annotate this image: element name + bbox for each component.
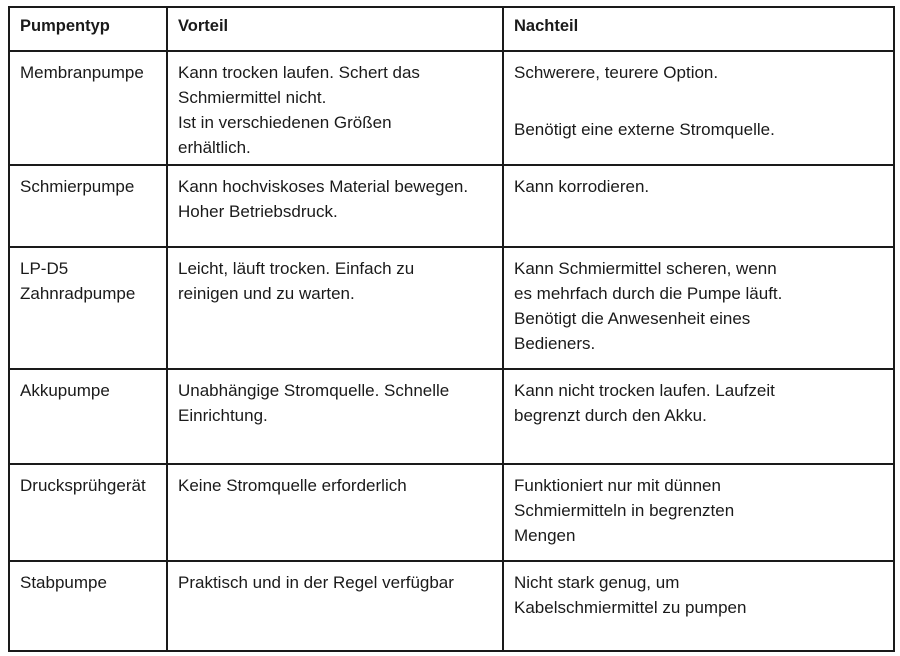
cell-line: Ist in verschiedenen Größen — [178, 113, 392, 132]
table-row — [9, 464, 894, 561]
cell-line: Kann trocken laufen. Schert das — [178, 63, 420, 82]
cell-line: Drucksprühgerät — [20, 476, 146, 495]
pump-type-cell — [9, 369, 167, 464]
cell-line: Kann nicht trocken laufen. Laufzeit — [514, 381, 775, 400]
cell-line: Zahnradpumpe — [20, 284, 136, 303]
cell-line: Kann hochviskoses Material bewegen. — [178, 177, 469, 196]
cell-line: LP-D5 — [20, 259, 69, 278]
cell-line: begrenzt durch den Akku. — [514, 406, 707, 425]
cell-line: Kann Schmiermittel scheren, wenn — [514, 259, 777, 278]
disadvantage-cell — [503, 247, 894, 369]
pump-type-cell — [9, 165, 167, 247]
cell-line: Mengen — [514, 526, 576, 545]
cell-line: Schmiermittel nicht. — [178, 88, 327, 107]
table-row — [9, 51, 894, 165]
pump-type-cell — [9, 464, 167, 561]
cell-line: Kann korrodieren. — [514, 177, 650, 196]
advantage-cell — [167, 464, 503, 561]
disadvantage-cell — [503, 464, 894, 561]
cell-line: Benötigt die Anwesenheit eines — [514, 309, 751, 328]
advantage-cell — [167, 247, 503, 369]
disadvantage-cell — [503, 561, 894, 651]
cell-line: Membranpumpe — [20, 63, 144, 82]
cell-line: Schmiermitteln in begrenzten — [514, 501, 735, 520]
table-row — [9, 561, 894, 651]
cell-line: Leicht, läuft trocken. Einfach zu — [178, 259, 415, 278]
cell-line: Schwerere, teurere Option. — [514, 63, 719, 82]
pump-comparison-table — [8, 6, 895, 652]
advantage-cell — [167, 165, 503, 247]
cell-line: Akkupumpe — [20, 381, 110, 400]
table-row — [9, 247, 894, 369]
header-pump-type: Pumpentyp — [9, 7, 167, 51]
advantage-cell — [167, 561, 503, 651]
cell-line: Bedieners. — [514, 334, 596, 353]
advantage-cell — [167, 369, 503, 464]
disadvantage-cell — [503, 369, 894, 464]
header-disadvantage: Nachteil — [503, 7, 894, 51]
pump-type-cell — [9, 247, 167, 369]
advantage-cell — [167, 51, 503, 165]
disadvantage-cell — [503, 51, 894, 165]
cell-line: reinigen und zu warten. — [178, 284, 355, 303]
pump-type-cell — [9, 561, 167, 651]
pump-type-cell — [9, 51, 167, 165]
table-row — [9, 165, 894, 247]
cell-line: Hoher Betriebsdruck. — [178, 202, 338, 221]
cell-line: Nicht stark genug, um — [514, 573, 680, 592]
cell-line: es mehrfach durch die Pumpe läuft. — [514, 284, 783, 303]
cell-line: Unabhängige Stromquelle. Schnelle — [178, 381, 450, 400]
table-row — [9, 369, 894, 464]
cell-line: erhältlich. — [178, 138, 251, 157]
cell-line: Funktioniert nur mit dünnen — [514, 476, 721, 495]
cell-line: Schmierpumpe — [20, 177, 135, 196]
cell-line: Einrichtung. — [178, 406, 268, 425]
cell-line: Kabelschmiermittel zu pumpen — [514, 598, 747, 617]
cell-line: Stabpumpe — [20, 573, 107, 592]
cell-line: Praktisch und in der Regel verfügbar — [178, 573, 454, 592]
header-row — [9, 7, 894, 51]
cell-line: Benötigt eine externe Stromquelle. — [514, 120, 775, 139]
cell-line: Keine Stromquelle erforderlich — [178, 476, 407, 495]
header-advantage: Vorteil — [167, 7, 503, 51]
disadvantage-cell — [503, 165, 894, 247]
